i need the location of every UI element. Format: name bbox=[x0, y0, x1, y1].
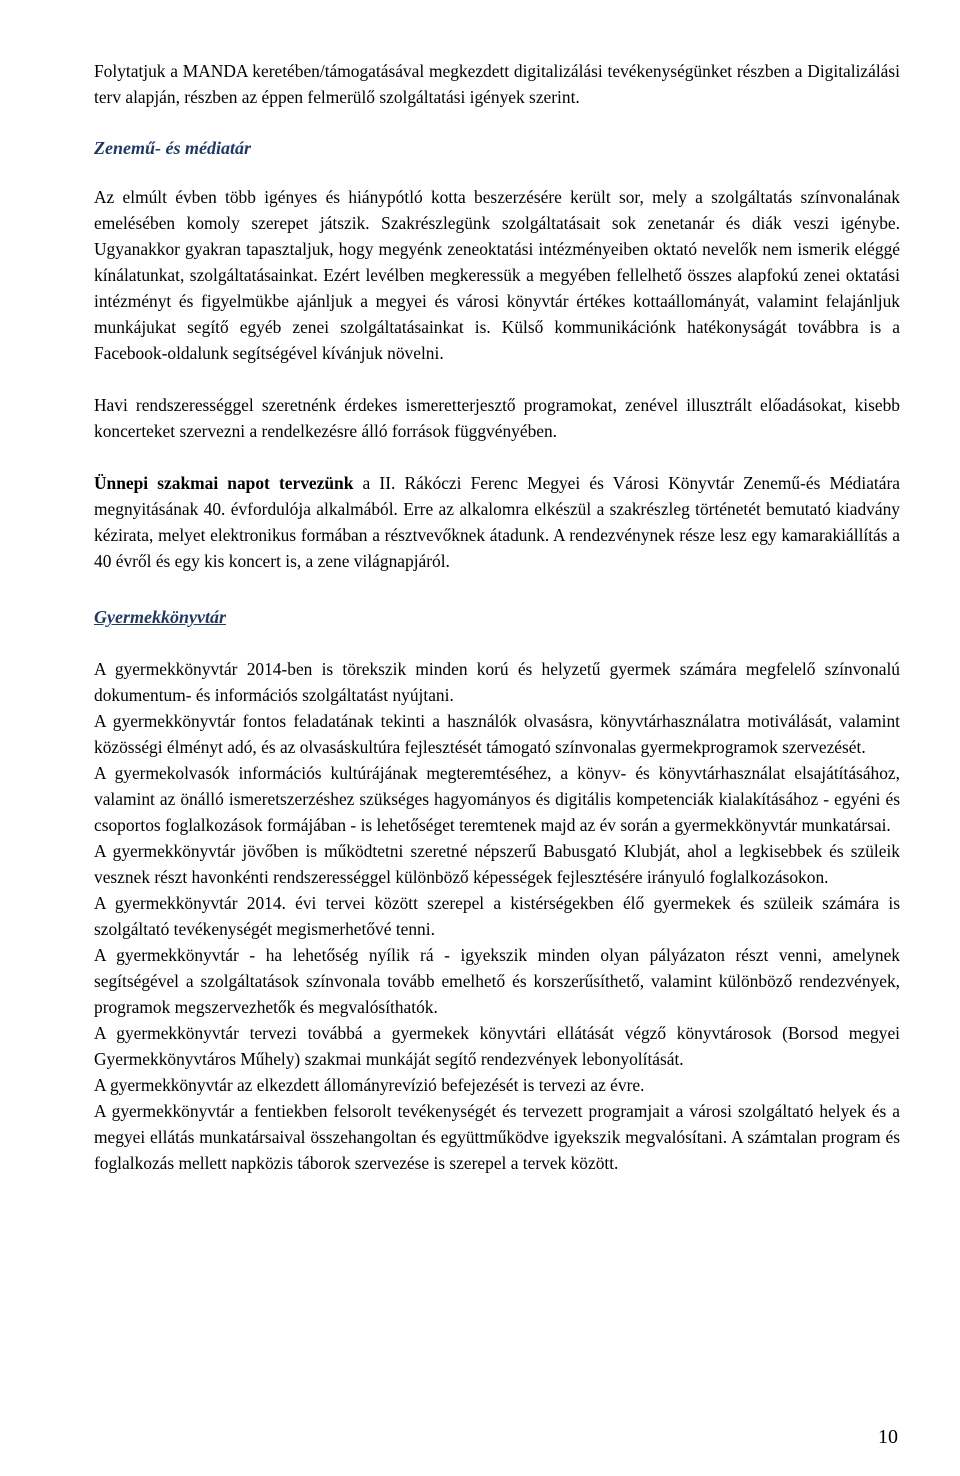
children-paragraph: A gyermekolvasók információs kultúrájának megteremtéséhez, a könyv- és könyvtárhasználat elsajátításához, valamint az önálló ismeretszerzéshez szükséges hagyományos és digitális kompetenciák kialakításához - egyéni és csoportos foglalkozások formájában - is lehetőséget teremtenek majd az év során a gyermekkönyvtár munkatársai. bbox=[94, 763, 900, 835]
children-paragraph: A gyermekkönyvtár fontos feladatának tekinti a használók olvasásra, könyvtárhasználatra motiválását, valamint közösségi élményt adó, és az olvasáskultúra fejlesztését támogató színvonalas gyermekprogramok szervezését. bbox=[94, 711, 900, 757]
children-paragraph: A gyermekkönyvtár 2014-ben is törekszik minden korú és helyzetű gyermek számára megfelelő színvonalú dokumentum- és információs szolgáltatást nyújtani. bbox=[94, 659, 900, 705]
event-description: a II. Rákóczi Ferenc Megyei és Városi Könyvtár Zenemű-és Médiatára megnyitásának 40. évfordulója alkalmából. Erre az alkalomra elkészül a szakrészleg történetét bemutató kiadvány kézirata, melyet elektronikus formában a résztvevőknek átadunk. A rendezvénynek része lesz egy kamarakiállítás a 40 évről és egy kis koncert is, a zene világnapjáról. bbox=[94, 473, 900, 571]
page-number: 10 bbox=[878, 1426, 898, 1448]
media-paragraph-2: Havi rendszerességgel szeretnénk érdekes ismeretterjesztő programokat, zenével illusztrált előadásokat, kisebb koncerteket szervezni a rendelkezésre álló források függvényében. bbox=[94, 395, 900, 441]
intro-paragraph: Folytatjuk a MANDA keretében/támogatásával megkezdett digitalizálási tevékenységünket részben a Digitalizálási terv alapján, részben az éppen felmerülő szolgáltatási igények szerint. bbox=[94, 61, 900, 107]
children-paragraph: A gyermekkönyvtár a fentiekben felsorolt tevékenységét és tervezett programjait a városi szolgáltató helyek és a megyei ellátás munkatársaival összehangoltan és együttműködve igyekszik megvalósítani. A számtalan program és foglalkozás mellett napközis táborok szervezése is szerepel a tervek között. bbox=[94, 1101, 900, 1173]
media-paragraph-1: Az elmúlt évben több igényes és hiánypótló kotta beszerzésére került sor, mely a szolgáltatás színvonalának emelésében komoly szerepet játszik. Szakrészlegünk szolgáltatásait sok zenetanár és diák veszi igénybe. Ugyanakkor gyakran tapasztaljuk, hogy megyénk zeneoktatási intézményeiben oktató nevelők nem ismerik eléggé kínálatunkat, szolgáltatásainkat. Ezért levélben megkeressük a megyében fellelhető összes alapfokú zenei oktatási intézményt és figyelmükbe ajánljuk a megyei és városi könyvtár értékes kottaállományát, valamint felajánljuk munkájukat segítő egyéb zenei szolgáltatásainkat is. Külső kommunikációnk hatékonyságát továbbra is a Facebook-oldalunk segítségével kívánjuk növelni. bbox=[94, 187, 900, 363]
children-paragraph: A gyermekkönyvtár jövőben is működtetni szeretné népszerű Babusgató Klubját, ahol a legkisebbek és szüleik vesznek részt havonkénti rendszerességgel különböző képességek fejlesztésére irányuló foglalkozásokon. bbox=[94, 841, 900, 887]
children-paragraph: A gyermekkönyvtár - ha lehetőség nyílik rá - igyekszik minden olyan pályázaton részt venni, amelynek segítségével a szolgáltatások színvonala tovább emelhető és korszerűsíthető, valamint különböző rendezvények, programok megszervezhetők és megvalósíthatók. bbox=[94, 945, 900, 1017]
section-heading-media: Zenemű- és médiatár bbox=[94, 138, 251, 158]
media-paragraph-3 bbox=[94, 470, 900, 574]
event-highlight: Ünnepi szakmai napot tervezünk bbox=[94, 473, 354, 493]
document-page bbox=[94, 58, 900, 1176]
children-paragraph: A gyermekkönyvtár 2014. évi tervei között szerepel a kistérségekben élő gyermekek és szüleik számára is szolgáltató tevékenységét megismerhetővé tenni. bbox=[94, 893, 900, 939]
children-paragraph: A gyermekkönyvtár tervezi továbbá a gyermekek könyvtári ellátását végző könyvtárosok (Borsod megyei Gyermekkönyvtáros Műhely) szakmai munkáját segítő rendezvények lebonyolítását. bbox=[94, 1023, 900, 1069]
children-paragraph: A gyermekkönyvtár az elkezdett állományrevízió befejezését is tervezi az évre. bbox=[94, 1075, 645, 1095]
section-heading-children: Gyermekkönyvtár bbox=[94, 607, 226, 627]
